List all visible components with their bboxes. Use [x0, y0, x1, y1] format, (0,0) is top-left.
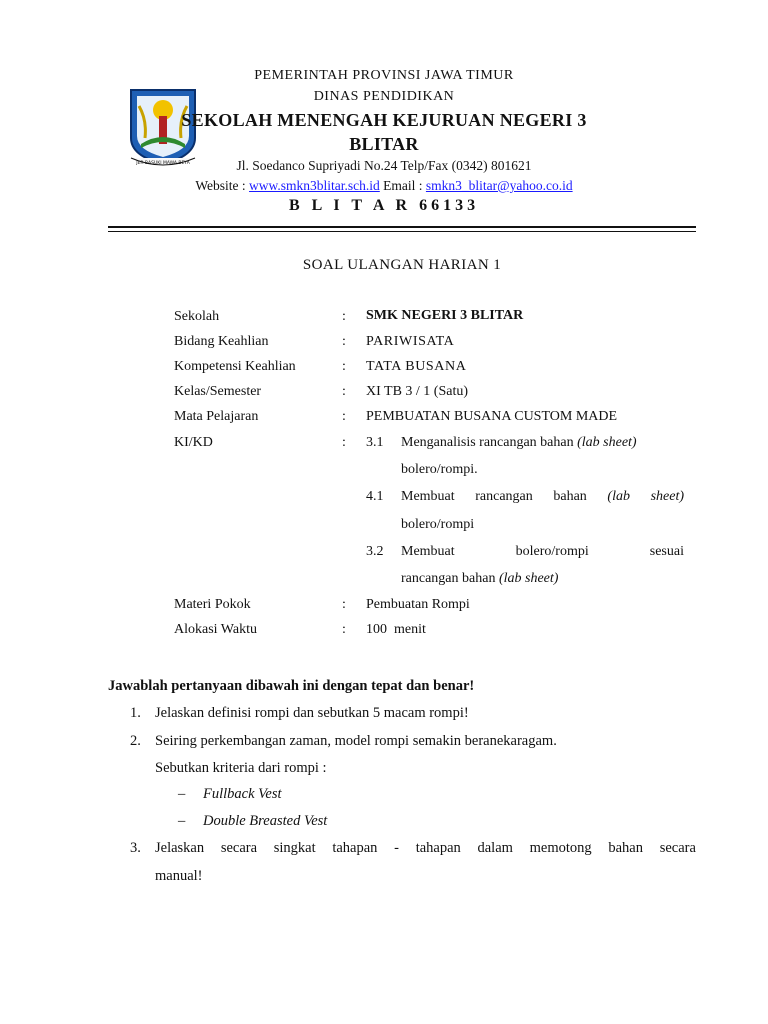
info-colon: :: [342, 359, 346, 374]
info-value: SMK NEGERI 3 BLITAR: [366, 308, 524, 323]
question-word: secara: [220, 840, 258, 856]
info-label: Bidang Keahlian: [174, 334, 269, 349]
logo-motto: JER BASUKI MAWA BEYA: [136, 161, 190, 166]
sub-item: Double Breasted Vest: [203, 813, 328, 829]
department-name: DINAS PENDIDIKAN: [313, 89, 455, 104]
info-value: 100 menit: [366, 622, 426, 637]
kd-word: Membuat: [401, 544, 455, 559]
info-colon: :: [342, 384, 346, 399]
question-word: tahapan: [332, 840, 378, 856]
email-link[interactable]: smkn3_blitar@yahoo.co.id: [425, 178, 573, 193]
kd-text: [401, 544, 684, 560]
kd-word: rancangan: [475, 489, 533, 504]
info-value: TATA BUSANA: [366, 359, 467, 374]
school-name-line2: BLITAR: [349, 134, 419, 154]
question-number: 2.: [130, 733, 141, 749]
school-address: Jl. Soedanco Supriyadi No.24 Telp/Fax (0342) 801621: [236, 158, 532, 173]
kd-number: 4.1: [366, 489, 384, 504]
info-colon: :: [342, 309, 346, 324]
header-divider-thick: [108, 226, 696, 228]
kd-text: bolero/rompi: [401, 517, 475, 532]
question-word: memotong: [529, 840, 592, 856]
government-name: PEMERINTAH PROVINSI JAWA TIMUR: [254, 68, 514, 83]
kd-word: sesuai: [649, 544, 684, 559]
info-value: PARIWISATA: [366, 334, 455, 349]
info-colon: :: [342, 597, 346, 612]
kd-text-italic: (lab sheet): [577, 435, 637, 450]
info-value: XI TB 3 / 1 (Satu): [366, 384, 469, 399]
question-text: [155, 840, 696, 857]
website-link[interactable]: www.smkn3blitar.sch.id: [249, 178, 380, 193]
kd-text: [401, 489, 684, 505]
kd-word: bahan: [553, 489, 587, 504]
question-word: secara: [659, 840, 696, 856]
info-label: Kompetensi Keahlian: [174, 359, 296, 374]
question-text: Jelaskan definisi rompi dan sebutkan 5 macam rompi!: [155, 705, 469, 721]
kd-word: bolero/rompi: [515, 544, 589, 559]
sub-item: Fullback Vest: [203, 786, 282, 802]
kd-number: 3.2: [366, 544, 384, 559]
info-label: Materi Pokok: [174, 597, 251, 612]
kd-number: 3.1: [366, 435, 384, 450]
question-word: Jelaskan: [155, 840, 205, 856]
info-colon: :: [342, 334, 346, 349]
info-colon: :: [342, 622, 346, 637]
info-colon: :: [342, 409, 346, 424]
question-number: 3.: [130, 840, 141, 856]
kd-word: (lab: [607, 489, 630, 504]
kd-text: [401, 435, 637, 451]
info-label: Alokasi Waktu: [174, 622, 257, 637]
email-label: Email :: [379, 178, 426, 193]
question-text: Sebutkan kriteria dari rompi :: [155, 760, 327, 776]
question-number: 1.: [130, 705, 141, 721]
city-postcode: B L I T A R 66133: [288, 197, 480, 214]
question-word: -: [394, 840, 399, 856]
question-word: dalam: [477, 840, 513, 856]
kd-text-part: rancangan bahan: [401, 571, 496, 586]
kd-word: Membuat: [401, 489, 455, 504]
list-bullet: –: [178, 786, 186, 802]
info-label: Sekolah: [174, 309, 220, 324]
info-value: Pembuatan Rompi: [366, 597, 470, 612]
kd-text-part: Menganalisis rancangan bahan: [401, 435, 574, 450]
info-value: PEMBUATAN BUSANA CUSTOM MADE: [366, 409, 618, 424]
school-name-line1: SEKOLAH MENENGAH KEJURUAN NEGERI 3: [181, 110, 587, 130]
info-label: Kelas/Semester: [174, 384, 262, 399]
kd-text: bolero/rompi.: [401, 462, 478, 477]
document-title: SOAL ULANGAN HARIAN 1: [302, 257, 502, 273]
question-word: tahapan: [415, 840, 461, 856]
kd-word: sheet): [650, 489, 684, 504]
question-word: singkat: [273, 840, 316, 856]
website-label: Website :: [195, 178, 250, 193]
contact-line: [0, 178, 768, 194]
question-word: bahan: [608, 840, 643, 856]
kd-text: [401, 571, 558, 587]
question-text: manual!: [155, 868, 203, 884]
kd-text-italic: (lab sheet): [498, 571, 559, 586]
instructions: Jawablah pertanyaan dibawah ini dengan tepat dan benar!: [108, 678, 475, 694]
info-colon: :: [342, 435, 346, 450]
question-text: Seiring perkembangan zaman, model rompi semakin beranekaragam.: [155, 733, 557, 749]
header-divider-thin: [108, 231, 696, 232]
list-bullet: –: [178, 813, 186, 829]
info-label: KI/KD: [174, 435, 213, 450]
info-label: Mata Pelajaran: [174, 409, 259, 424]
